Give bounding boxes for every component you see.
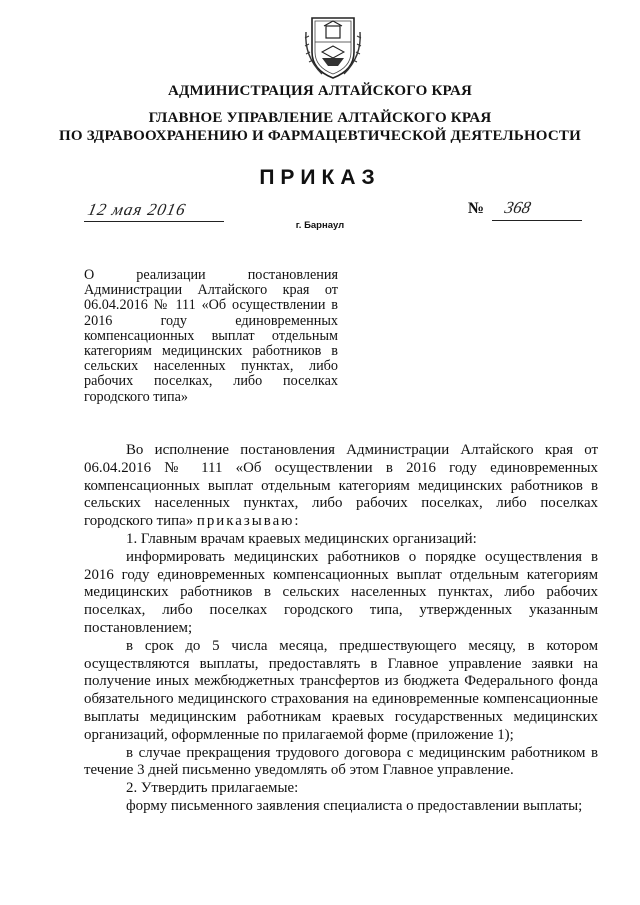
department-title-line1: ГЛАВНОЕ УПРАВЛЕНИЕ АЛТАЙСКОГО КРАЯ [148, 110, 492, 126]
handwritten-date: 12 мая 2016 [86, 200, 188, 219]
order-subject: О реализации постановления Администрации Алтайского края от 06.04.2016 № 111 «Об осуществлении в 2016 году единовременных компенсационных выплат отдельным категориям медицинских работников в сельских населенных пунктах, либо рабочих поселках, либо поселках городского типа» [84, 267, 338, 405]
number-label: № [468, 200, 485, 217]
item-2: 2. Утвердить прилагаемые: [126, 780, 299, 797]
department-title-line2: ПО ЗДРАВООХРАНЕНИЮ И ФАРМАЦЕВТИЧЕСКОЙ ДЕЯТЕЛЬНОСТИ [59, 128, 581, 144]
coat-of-arms-emblem [302, 12, 364, 82]
document-type-title: ПРИКАЗ [259, 166, 381, 189]
city-label: г. Барнаул [295, 220, 345, 231]
item-1-a: информировать медицинских работников о порядке осуществления в 2016 году единовременных компенсационных выплат отдельным категориям медицинских работников в сельских населенных пунктах, либо рабочих поселках, либо поселках городского типа, утвержденных указанным постановлением; [84, 548, 598, 636]
order-body [84, 442, 598, 816]
item-2-a: форму письменного заявления специалиста о предоставлении выплаты; [126, 797, 583, 814]
item-1-b: в срок до 5 числа месяца, предшествующего месяцу, в котором осуществляются выплаты, предоставлять в Главное управление заявки на получение иных межбюджетных трансфертов из бюджета Федерального фонда обязательного медицинского страхования на единовременные компенсационные выплаты медицинским работникам краевых государственных медицинских организаций, оформленные по прилагаемой форме (приложение 1); [84, 637, 598, 743]
handwritten-number: 368 [503, 198, 533, 217]
item-1: 1. Главным врачам краевых медицинских организаций: [126, 530, 477, 547]
intro-paragraph [84, 442, 598, 531]
order-word: приказываю: [196, 513, 301, 530]
item-1-c: в случае прекращения трудового договора с медицинским работником в течение 3 дней письменно уведомлять об этом Главное управление. [84, 744, 598, 779]
administration-title: АДМИНИСТРАЦИЯ АЛТАЙСКОГО КРАЯ [167, 83, 473, 99]
intro-text: Во исполнение постановления Администрации Алтайского края от 06.04.2016 № 111 «Об осуществлении в 2016 году единовременных компенсационных выплат отдельным категориям медицинских работников в сельских населенных пунктах, либо рабочих поселках, либо поселках городского типа» [84, 442, 598, 530]
